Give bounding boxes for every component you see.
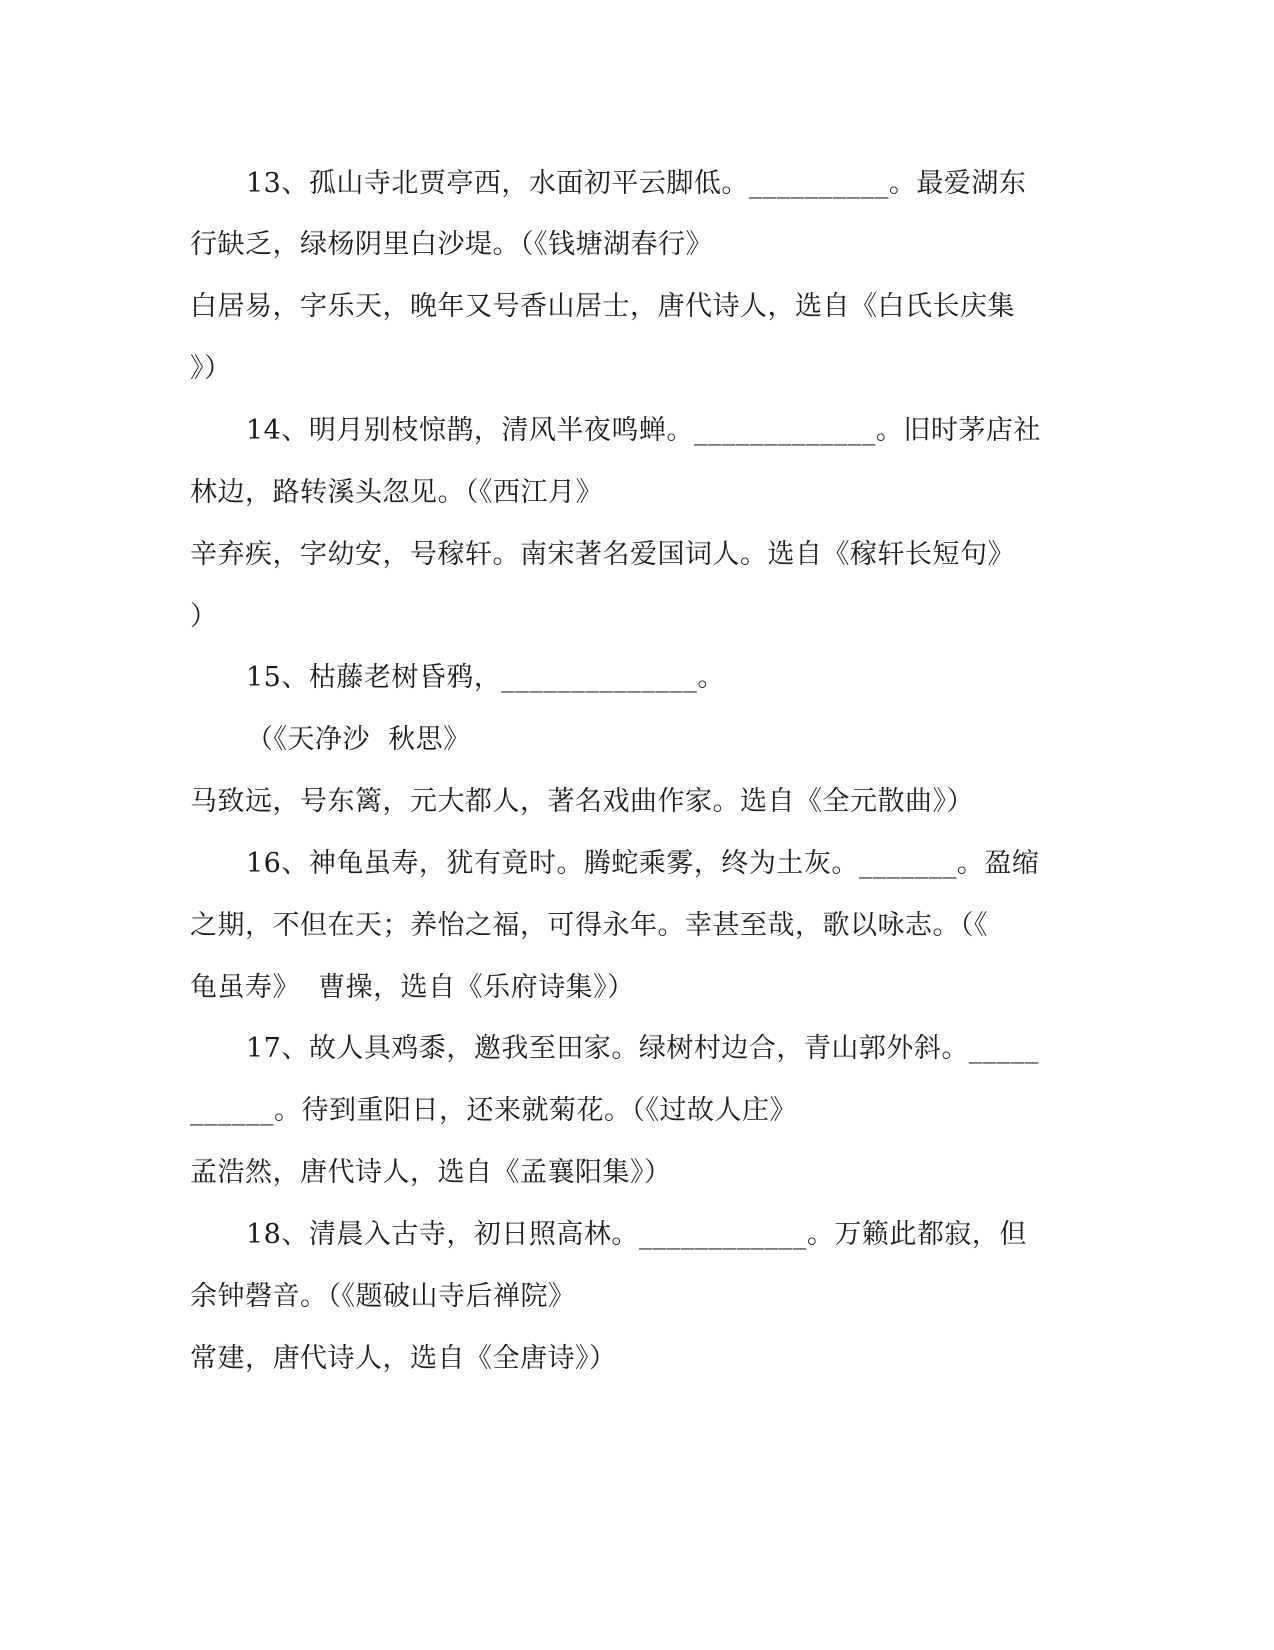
q13-line-1: 13、孤山寺北贾亭西，水面初平云脚低。__________。最爱湖东	[246, 168, 1027, 199]
q17-author-line: 孟浩然，唐代诗人，选自《孟襄阳集》）	[190, 1157, 672, 1188]
q16-line-3: 龟虽寿》 曹操，选自《乐府诗集》）	[190, 972, 635, 1003]
q14-author-line-1: 辛弃疾，字幼安，号稼轩。南宋著名爱国词人。选自《稼轩长短句》	[190, 539, 1015, 570]
q16-line-2: 之期，不但在天；养怡之福，可得永年。幸甚至哉，歌以咏志。（《	[190, 910, 988, 941]
q18-line-1: 18、清晨入古寺，初日照高林。____________。万籁此都寂，但	[246, 1219, 1027, 1250]
q14-line-1: 14、明月别枝惊鹊，清风半夜鸣蝉。_____________。旧时茅店社	[246, 415, 1041, 446]
q15-line-2: （《天净沙 秋思》	[246, 724, 471, 755]
q17-line-2: ______。待到重阳日，还来就菊花。（《过故人庄》	[190, 1095, 797, 1126]
q16-line-1: 16、神龟虽寿，犹有竟时。腾蛇乘雾，终为土灰。_______。盈缩	[246, 848, 1040, 879]
q13-author-line-1: 白居易，字乐天，晚年又号香山居士，唐代诗人，选自《白氏长庆集	[190, 291, 1015, 322]
q14-line-2: 林边，路转溪头忽见。（《西江月》	[190, 477, 603, 508]
q15-line-1: 15、枯藤老树昏鸦，______________。	[246, 662, 725, 693]
q18-line-2: 余钟磬音。（《题破山寺后禅院》	[190, 1281, 576, 1312]
q14-author-line-2: ）	[190, 601, 218, 632]
q15-author-line: 马致远，号东篱，元大都人，著名戏曲作家。选自《全元散曲》）	[190, 786, 974, 817]
q13-author-line-2: 》）	[190, 353, 232, 384]
q18-author-line: 常建，唐代诗人，选自《全唐诗》）	[190, 1343, 617, 1374]
q13-line-2: 行缺乏，绿杨阴里白沙堤。（《钱塘湖春行》	[190, 229, 713, 260]
q17-line-1: 17、故人具鸡黍，邀我至田家。绿树村边合，青山郭外斜。_____	[246, 1033, 1039, 1064]
